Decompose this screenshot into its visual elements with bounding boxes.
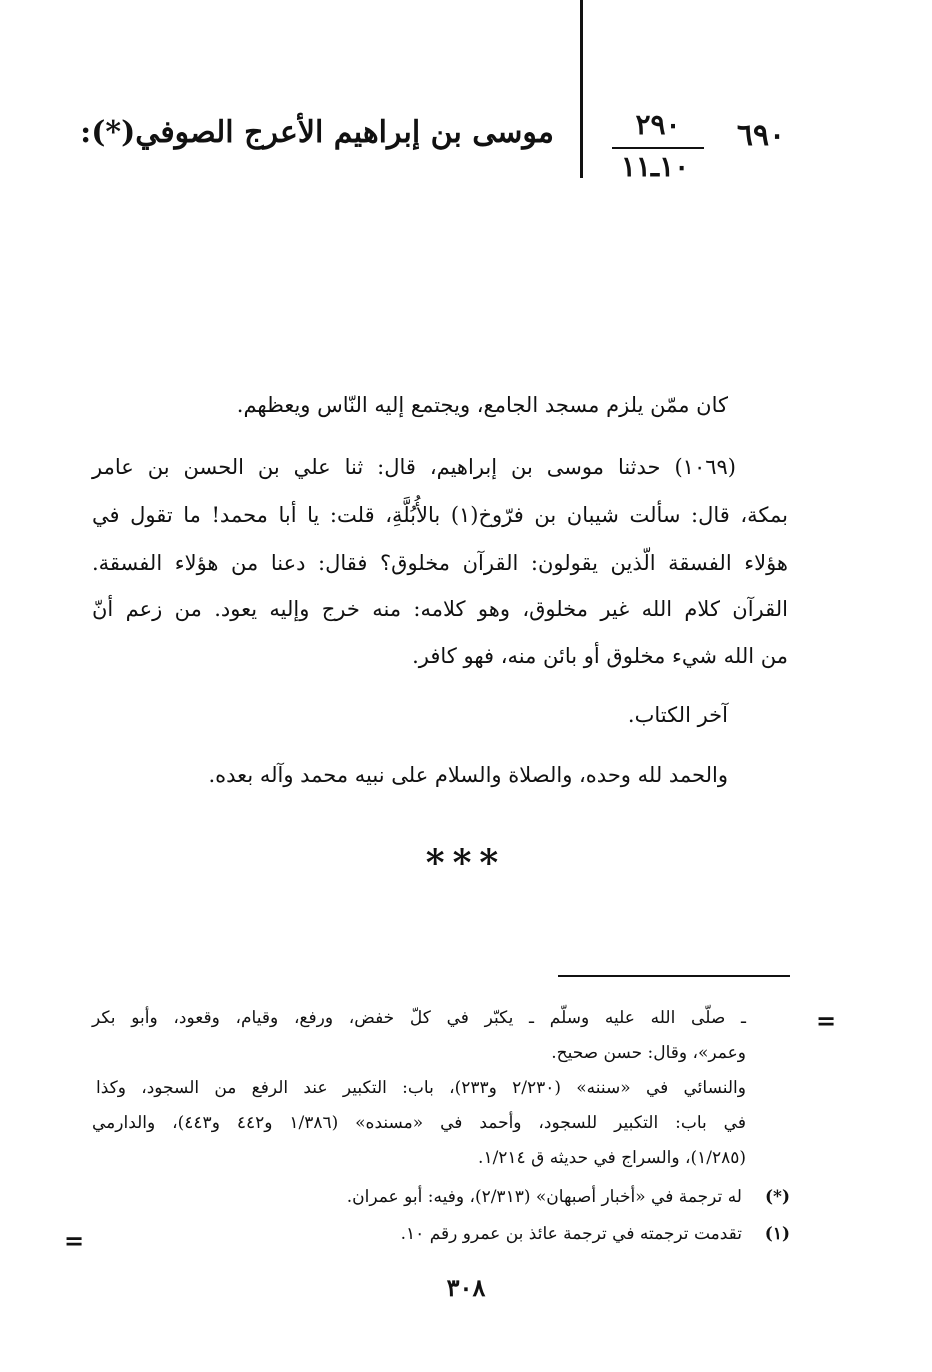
next-page-marker: = — [64, 1226, 85, 1255]
hadith-line-5: من الله شيء مخلوق أو بائن منه، فهو كافر. — [412, 644, 788, 668]
footnote-one-mark: (١) — [764, 1224, 790, 1244]
hadith-line-3: هؤلاء الفسقة الّذين يقولون: القرآن مخلوق؟ فقال: دعنا من هؤلاء الفسقة. — [92, 551, 788, 575]
hadith-line-2: بمكة، قال: سألت شيبان بن فرّوخ(١) بالأُبُلَّةِ، قلت: يا أبا محمد! ما تقول في — [92, 503, 789, 527]
ref-denominator: ١٠ـ١١ — [620, 150, 690, 183]
footnote-one-text: تقدمت ترجمته في ترجمة عائذ بن عمرو رقم ١٠. — [400, 1224, 742, 1244]
footnote-cont-line-3: والنسائي في «سننه» (٢/٢٣٠ و٢٣٣)، باب: التكبير عند الرفع من السجود، وكذا — [96, 1078, 746, 1098]
footnote-cont-line-4: في باب: التكبير للسجود، وأحمد في «مسنده» (١/٣٨٦ و٤٤٢ و٤٤٣)، والدارمي — [92, 1113, 746, 1133]
continuation-marker: = — [816, 1006, 837, 1035]
hadith-line-1: (١٠٦٩) حدثنا موسى بن إبراهيم، قال: ثنا علي بن الحسن بن عامر — [92, 455, 736, 479]
hadith-line-4: القرآن كلام الله غير مخلوق، وهو كلامه: منه خرج وإليه يعود. من زعم أنّ — [92, 597, 788, 621]
page-number: ٣٠٨ — [446, 1273, 486, 1302]
intro-line: كان ممّن يلزم مسجد الجامع، ويجتمع إليه النّاس ويعظهم. — [236, 393, 728, 417]
entry-title: موسى بن إبراهيم الأعرج الصوفي(*): — [80, 115, 554, 150]
fraction-line — [612, 147, 704, 149]
section-separator: *** — [425, 842, 507, 884]
footnote-cont-line-2: وعمر»، وقال: حسن صحيح. — [551, 1043, 746, 1063]
end-of-book: آخر الكتاب. — [627, 703, 728, 727]
header-vertical-rule — [580, 0, 583, 178]
footnote-star-text: له ترجمة في «أخبار أصبهان» (٢/٣١٣)، وفيه: أبو عمران. — [346, 1187, 742, 1207]
footnote-cont-line-1: ـ صلّى الله عليه وسلّم ـ يكبّر في كلّ خفض، ورفع، وقيام، وقعود، وأبو بكر — [92, 1008, 746, 1028]
footnote-rule — [558, 975, 790, 977]
closing-line: والحمد لله وحده، والصلاة والسلام على نبيه محمد وآله بعده. — [208, 763, 728, 787]
footnote-cont-line-5: (١/٢٨٥)، والسراج في حديثه ق ١/٢١٤. — [478, 1148, 746, 1168]
entry-number: ٦٩٠ — [736, 118, 786, 153]
ref-numerator: ٢٩٠ — [635, 108, 681, 141]
footnote-star-mark: (*) — [765, 1187, 790, 1207]
